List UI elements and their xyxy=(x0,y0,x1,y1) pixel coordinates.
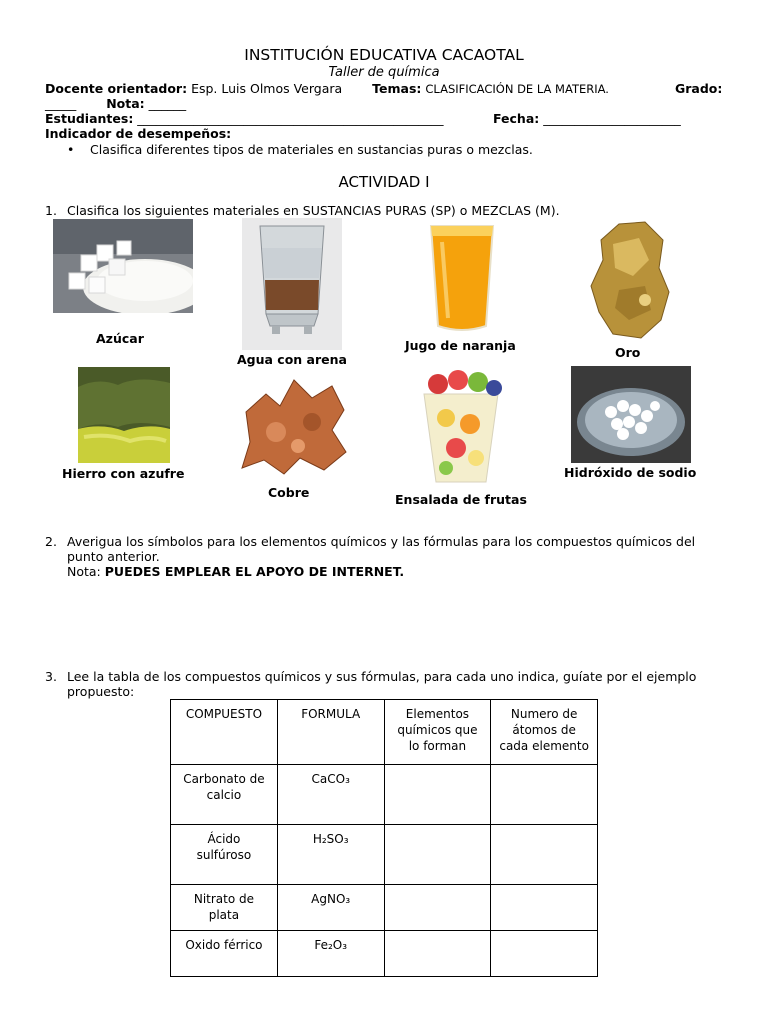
header-elements: Elementos químicos que lo forman xyxy=(384,700,491,765)
compound-cell: Ácido sulfúroso xyxy=(171,825,278,885)
grade-row xyxy=(45,96,725,111)
question2-note xyxy=(67,564,404,579)
question3-text: Lee la tabla de los compuestos químicos y sus fórmulas, para cada uno indica, guíate por el ejemplo propuesto: xyxy=(67,669,697,699)
teacher-row xyxy=(45,81,725,96)
formula-cell: H₂SO₃ xyxy=(277,825,384,885)
formula-cell: AgNO₃ xyxy=(277,885,384,931)
compound-cell: Carbonato de calcio xyxy=(171,765,278,825)
compounds-table xyxy=(170,699,598,977)
item-label-orange-juice: Jugo de naranja xyxy=(405,338,516,353)
item-label-fruit-salad: Ensalada de frutas xyxy=(395,492,527,507)
date-row xyxy=(493,111,681,126)
students-blank[interactable]: _________________________________________________ xyxy=(137,111,444,126)
topics-label: Temas: xyxy=(372,81,422,96)
item-label-sugar: Azúcar xyxy=(96,331,144,346)
question1-text: Clasifica los siguientes materiales en SUSTANCIAS PURAS (SP) o MEZCLAS (M). xyxy=(67,203,560,218)
atom-count-cell[interactable] xyxy=(491,931,598,977)
elements-cell[interactable] xyxy=(384,825,491,885)
table-row xyxy=(171,825,598,885)
topics-value: CLASIFICACIÓN DE LA MATERIA. xyxy=(425,82,609,96)
compound-cell: Nitrato de plata xyxy=(171,885,278,931)
item-label-gold: Oro xyxy=(615,345,641,360)
grade-note-label: Nota: xyxy=(106,96,145,111)
table-header-row xyxy=(171,700,598,765)
atom-count-cell[interactable] xyxy=(491,765,598,825)
table-row xyxy=(171,931,598,977)
orange-juice-image xyxy=(428,222,496,334)
date-label: Fecha: xyxy=(493,111,540,126)
elements-cell[interactable] xyxy=(384,885,491,931)
item-label-sodium-hydroxide: Hidróxido de sodio xyxy=(564,465,697,480)
compound-cell: Oxido férrico xyxy=(171,931,278,977)
table-row xyxy=(171,765,598,825)
gold-nugget-image xyxy=(589,220,671,342)
teacher-label: Docente orientador: xyxy=(45,81,188,96)
grade-label: Grado: xyxy=(675,81,723,96)
activity-title: ACTIVIDAD I xyxy=(338,173,430,191)
teacher-value: Esp. Luis Olmos Vergara xyxy=(191,81,343,96)
item-label-copper: Cobre xyxy=(268,485,310,500)
water-sand-image xyxy=(242,218,342,350)
elements-cell[interactable] xyxy=(384,931,491,977)
fruit-salad-image xyxy=(416,370,506,488)
note-text: PUEDES EMPLEAR EL APOYO DE INTERNET. xyxy=(104,564,405,579)
students-label: Estudiantes: xyxy=(45,111,134,126)
date-blank[interactable]: ______________________ xyxy=(543,111,681,126)
question1-number: 1. xyxy=(45,203,57,218)
header-compound: COMPUESTO xyxy=(171,700,278,765)
sugar-image xyxy=(53,219,193,313)
formula-cell: Fe₂O₃ xyxy=(277,931,384,977)
note-label: Nota: xyxy=(67,564,101,579)
item-label-water-sand: Agua con arena xyxy=(237,352,347,367)
bullet-icon: • xyxy=(67,142,75,157)
formula-cell: CaCO₃ xyxy=(277,765,384,825)
indicator-bullet-text: Clasifica diferentes tipos de materiales en sustancias puras o mezclas. xyxy=(90,142,533,157)
elements-cell[interactable] xyxy=(384,765,491,825)
grade-note-blank[interactable]: ______ xyxy=(148,96,187,111)
iron-sulfur-image xyxy=(78,367,170,463)
table-row xyxy=(171,885,598,931)
item-label-iron-sulfur: Hierro con azufre xyxy=(62,466,185,481)
header-atom-count: Numero de átomos de cada elemento xyxy=(491,700,598,765)
question3-number: 3. xyxy=(45,669,57,684)
grade-blank[interactable]: _____ xyxy=(45,96,77,111)
copper-image xyxy=(236,372,350,478)
atom-count-cell[interactable] xyxy=(491,825,598,885)
question2-text: Averigua los símbolos para los elementos químicos y las fórmulas para los compuestos químicos del punto anterior. xyxy=(67,534,696,564)
atom-count-cell[interactable] xyxy=(491,885,598,931)
sodium-hydroxide-image xyxy=(571,366,691,463)
question2-number: 2. xyxy=(45,534,57,549)
institution-title: INSTITUCIÓN EDUCATIVA CACAOTAL xyxy=(244,46,524,64)
header-formula: FORMULA xyxy=(277,700,384,765)
workshop-subtitle: Taller de química xyxy=(328,65,440,80)
indicator-label: Indicador de desempeños: xyxy=(45,126,232,141)
